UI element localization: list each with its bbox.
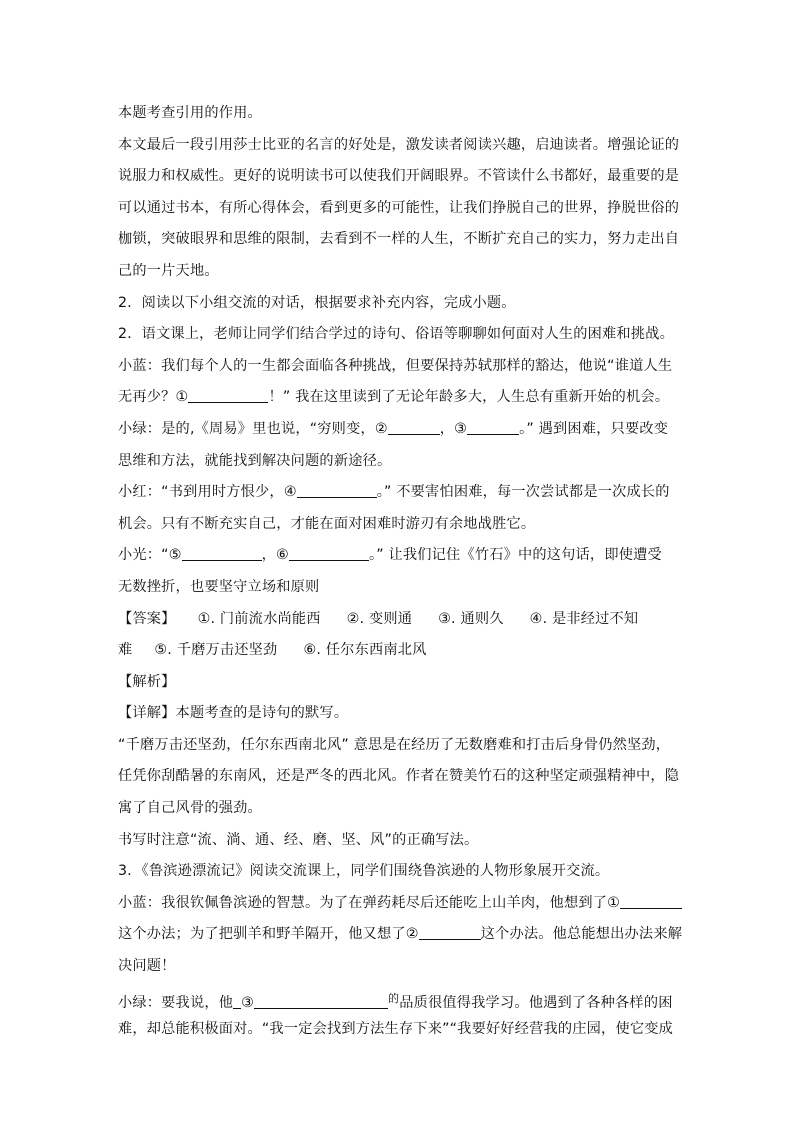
dialogue-xiaohong-cont: 机会。只有不断充实自己，才能在面对困难时游刃有余地战胜它。: [118, 515, 536, 532]
blank-1[interactable]: [188, 385, 268, 403]
q3-xiaolan-cont: 这个办法；为了把驯羊和野羊隔开，他又想了② 这个办法。他总能想出办法来解: [118, 919, 678, 951]
answer-item: ④. 是非经过不知: [529, 610, 639, 627]
q3-xiaolan-end: 决问题！: [118, 958, 176, 975]
answer-item: ①. 门前流水尚能西: [197, 610, 321, 627]
explanation-line: “千磨万击还坚劲，任尔东西南北风” 意思是在经历了无数磨难和打击后身骨仍然坚劲，: [118, 736, 671, 753]
dialogue-xiaolv-cont: 思维和方法，就能找到解决问题的新途径。: [118, 452, 392, 469]
question-2-subheading: 2．语文课上，老师让同学们结合学过的诗句、俗语等聊聊如何面对人生的困难和挑战。: [118, 326, 674, 343]
question-3-heading: 3．《鲁滨逊漂流记》阅读交流课上，同学们围绕鲁滨逊的人物形象展开交流。: [118, 863, 610, 880]
intro-line: 枷锁，突破眼界和思维的限制，去看到不一样的人生，不断扩充自己的实力，努力走出自: [118, 231, 680, 248]
question-2-heading: 2．阅读以下小组交流的对话，根据要求补充内容，完成小题。: [118, 294, 516, 311]
answer-label: 【答案】: [118, 610, 176, 627]
q3-xiaolan: 小蓝：我很钦佩鲁滨逊的智慧。为了在弹药耗尽后还能吃上山羊肉，他想到了①: [118, 888, 678, 920]
answer-row: [118, 604, 678, 636]
intro-line: 己的一片天地。: [118, 262, 219, 279]
dialogue-xiaohong: 小红：“书到用时方恨少，④ 。” 不要害怕困难，每一次尝试都是一次成长的: [118, 477, 678, 509]
blank-6[interactable]: [289, 543, 369, 561]
intro-line: 本文最后一段引用莎士比亚的名言的好处是，激发读者阅读兴趣，启迪读者。增强论证的: [118, 136, 680, 153]
blank-4[interactable]: [297, 480, 377, 498]
q3-xiaolv: 小绿：要我说，他 ③ $^的$品质很值得我学习。他遇到了各种各样的困: [118, 991, 673, 1011]
dialogue-xiaolan-cont: 无再少？① ！” 我在这里读到了无论年龄多大，人生总有重新开始的机会。: [118, 382, 678, 414]
blank-5[interactable]: [182, 543, 262, 561]
q3-blank-1[interactable]: [620, 891, 682, 909]
q3-xiaolv-cont: 难，却总能积极面对。“我一定会找到方法生存下来”“我要好好经营我的庄园，使它变成: [118, 1021, 673, 1038]
intro-line: 可以通过书本，有所心得体会，看到更多的可能性，让我们挣脱自己的世界，挣脱世俗的: [118, 199, 680, 216]
note-line: 书写时注意“流、淌、通、经、磨、坚、风”的正确写法。: [118, 831, 479, 848]
answer-item: ⑥. 任尔东西南北风: [303, 642, 427, 659]
q3-blank-3[interactable]: [254, 991, 388, 1009]
answer-item: ②. 变则通: [346, 610, 413, 627]
document-body: [118, 98, 683, 1046]
q3-underline-lead: [233, 991, 241, 1009]
answer-item-cont: 难: [118, 642, 133, 659]
explanation-line: 寓了自己风骨的强劲。: [118, 800, 262, 817]
intro-line: 说服力和权威性。更好的说明读书可以使我们开阔眼界。不管读什么书都好，最重要的是: [118, 168, 680, 185]
q3-blank-2[interactable]: [419, 922, 481, 940]
dialogue-xiaolan: 小蓝：我们每个人的一生都会面临各种挑战，但要保持苏轼那样的豁达，他说“谁道人生: [118, 357, 673, 374]
answer-item: ③. 通则久: [438, 610, 504, 627]
explanation-line: 任凭你刮酷暑的东南风，还是严冬的西北风。作者在赞美竹石的这种坚定顽强精神中，隐: [118, 768, 680, 785]
dialogue-xiaoguang: 小光：“⑤ ，⑥ 。” 让我们记住《竹石》中的这句话，即使遭受: [118, 540, 678, 572]
dialogue-xiaoguang-cont: 无数挫折，也要坚守立场和原则: [118, 578, 320, 595]
answer-item: ⑤. 千磨万击还坚劲: [154, 642, 278, 659]
blank-2[interactable]: [388, 417, 440, 435]
intro-line: 本题考查引用的作用。: [118, 105, 262, 121]
detail-line: 【详解】本题考查的是诗句的默写。: [118, 705, 349, 722]
answer-row-2: [118, 635, 678, 667]
blank-3[interactable]: [467, 417, 519, 435]
analysis-label: 【解析】: [118, 673, 176, 690]
dialogue-xiaolv: 小绿：是的,《周易》里也说，“穷则变，② ，③ 。” 遇到困难，只要改变: [118, 414, 678, 446]
